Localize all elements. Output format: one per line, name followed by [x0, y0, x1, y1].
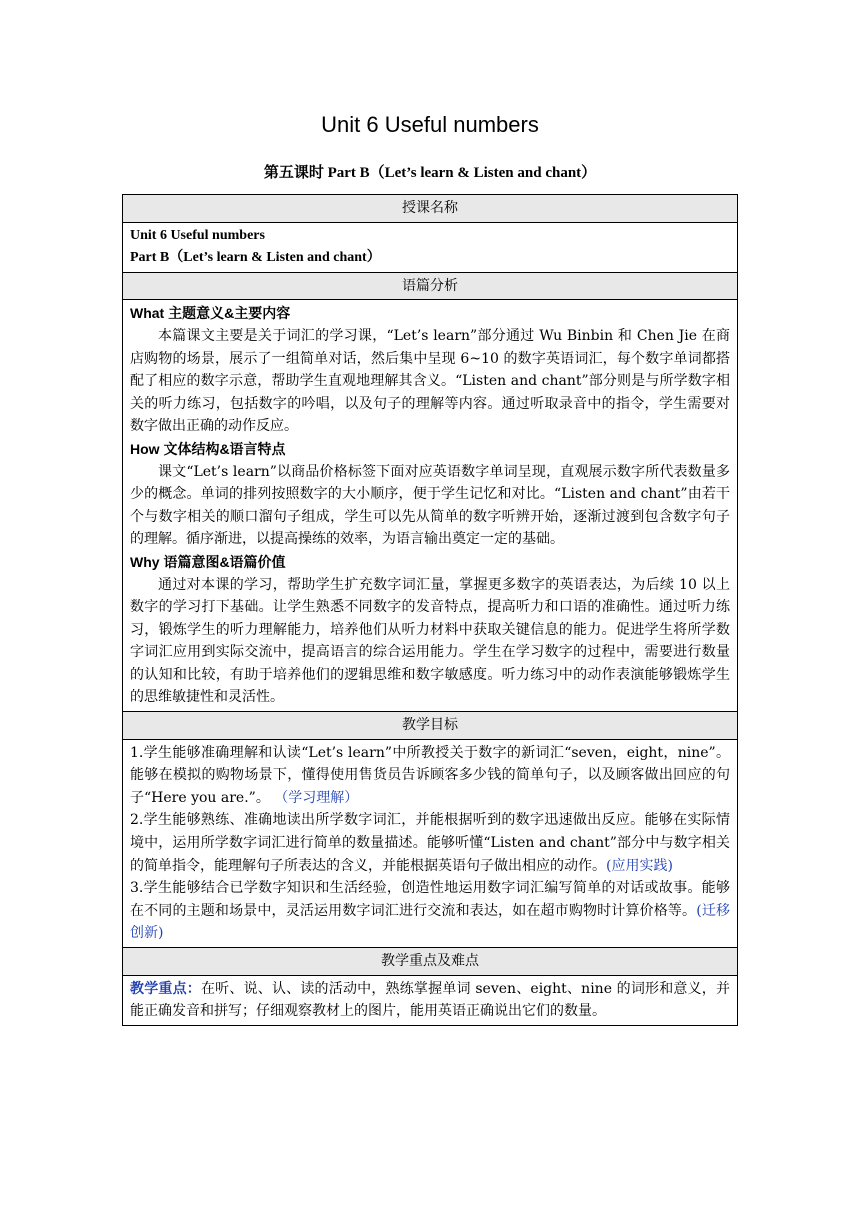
objectives-header: 教学目标 — [123, 712, 738, 740]
analysis-cell — [123, 300, 738, 712]
why-paragraph: 通过对本课的学习，帮助学生扩充数字词汇量，掌握更多数字的英语表达，为后续 10 以上数字的学习打下基础。让学生熟悉不同数字的发音特点，提高听力和口语的准确性。通过听力练习，锻炼学生的听力理解能力，培养他们从听力材料中获取关键信息的能力。促进学生将所学数字词汇应用到实际交流中，提高语言的综合运用能力。学生在学习数字的过程中，需要进行数量的认知和比较，有助于培养他们的逻辑思维和数字敏感度。听力练习中的动作表演能够锻炼学生的思维敏捷性和灵活性。 — [130, 576, 730, 706]
lesson-subtitle: 第五课时 Part B（Let’s learn & Listen and chant） — [263, 165, 597, 181]
objective-3-tag: (迁移创新) — [130, 902, 730, 942]
how-paragraph: 课文“Let’s learn”以商品价格标签下面对应英语数字单词呈现，直观展示数字所代表数量多少的概念。单词的排列按照数字的大小顺序，便于学生记忆和对比。“Listen and chant”由若干个与数字相关的顺口溜句子组成，学生可以先从简单的数字听辨开始，逐渐过渡到包含数字句子的理解。循序渐进，以提高操练的效率，为语言输出奠定一定的基础。 — [130, 463, 730, 548]
how-heading: How 文体结构&语言特点 — [130, 440, 286, 457]
course-name-header: 授课名称 — [123, 195, 738, 223]
analysis-header: 语篇分析 — [123, 272, 738, 300]
objective-1-tag: （学习理解） — [274, 789, 359, 806]
key-points-header: 教学重点及难点 — [123, 948, 738, 976]
what-heading: What 主题意义&主要内容 — [130, 305, 291, 322]
why-heading: Why 语篇意图&语篇价值 — [130, 553, 286, 570]
objective-3 — [130, 877, 730, 945]
key-points-label: 教学重点： — [130, 980, 201, 997]
what-paragraph: 本篇课文主要是关于词汇的学习课，“Let’s learn”部分通过 Wu Binbin 和 Chen Jie 在商店购物的场景，展示了一组简单对话，然后集中呈现 6~10 的数字英语词汇，每个数字单词都搭配了相应的数字示意，帮助学生直观地理解其含义。“Listen and chant”部分则是与所学数字相关的听力练习，包括数字的吟唱，以及句子的理解等内容。通过听取录音中的指令，学生需要对数字做出正确的动作反应。 — [130, 327, 730, 435]
course-name-cell — [123, 222, 738, 272]
key-points-paragraph — [130, 978, 730, 1023]
course-unit-line: Unit 6 Useful numbers — [130, 227, 265, 243]
objective-2-text: 2.学生能够熟练、准确地读出所学数字词汇，并能根据听到的数字迅速做出反应。能够在实际情境中，运用所学数字词汇进行简单的数量描述。能够听懂“Listen and chant”部分中与数字相关的简单指令，能理解句子所表达的含义，并能根据英语句子做出相应的动作。 — [130, 812, 730, 874]
objective-1-text: 1.学生能够准确理解和认读“Let’s learn”中所教授关于数字的新词汇“seven，eight，nine”。能够在模拟的购物场景下，懂得使用售货员告诉顾客多少钱的简单句子，以及顾客做出回应的句子“Here you are.”。 — [130, 744, 730, 806]
objectives-cell — [123, 739, 738, 947]
key-points-text: 在听、说、认、读的活动中，熟练掌握单词 seven、eight、nine 的词形和意义，并能正确发音和拼写；仔细观察教材上的图片，能用英语正确说出它们的数量。 — [130, 980, 730, 1020]
lesson-plan-table — [122, 194, 738, 1026]
course-part-line: Part B（Let’s learn & Listen and chant） — [130, 250, 381, 266]
objective-2 — [130, 809, 730, 877]
objective-3-text: 3.学生能够结合已学数字知识和生活经验，创造性地运用数字词汇编写简单的对话或故事。能够在不同的主题和场景中，灵活运用数字词汇进行交流和表达，如在超市购物时计算价格等。 — [130, 880, 730, 919]
objective-2-tag: (应用实践) — [606, 857, 673, 874]
objective-1 — [130, 742, 730, 810]
key-points-cell — [123, 975, 738, 1025]
page-title: Unit 6 Useful numbers — [321, 112, 539, 137]
